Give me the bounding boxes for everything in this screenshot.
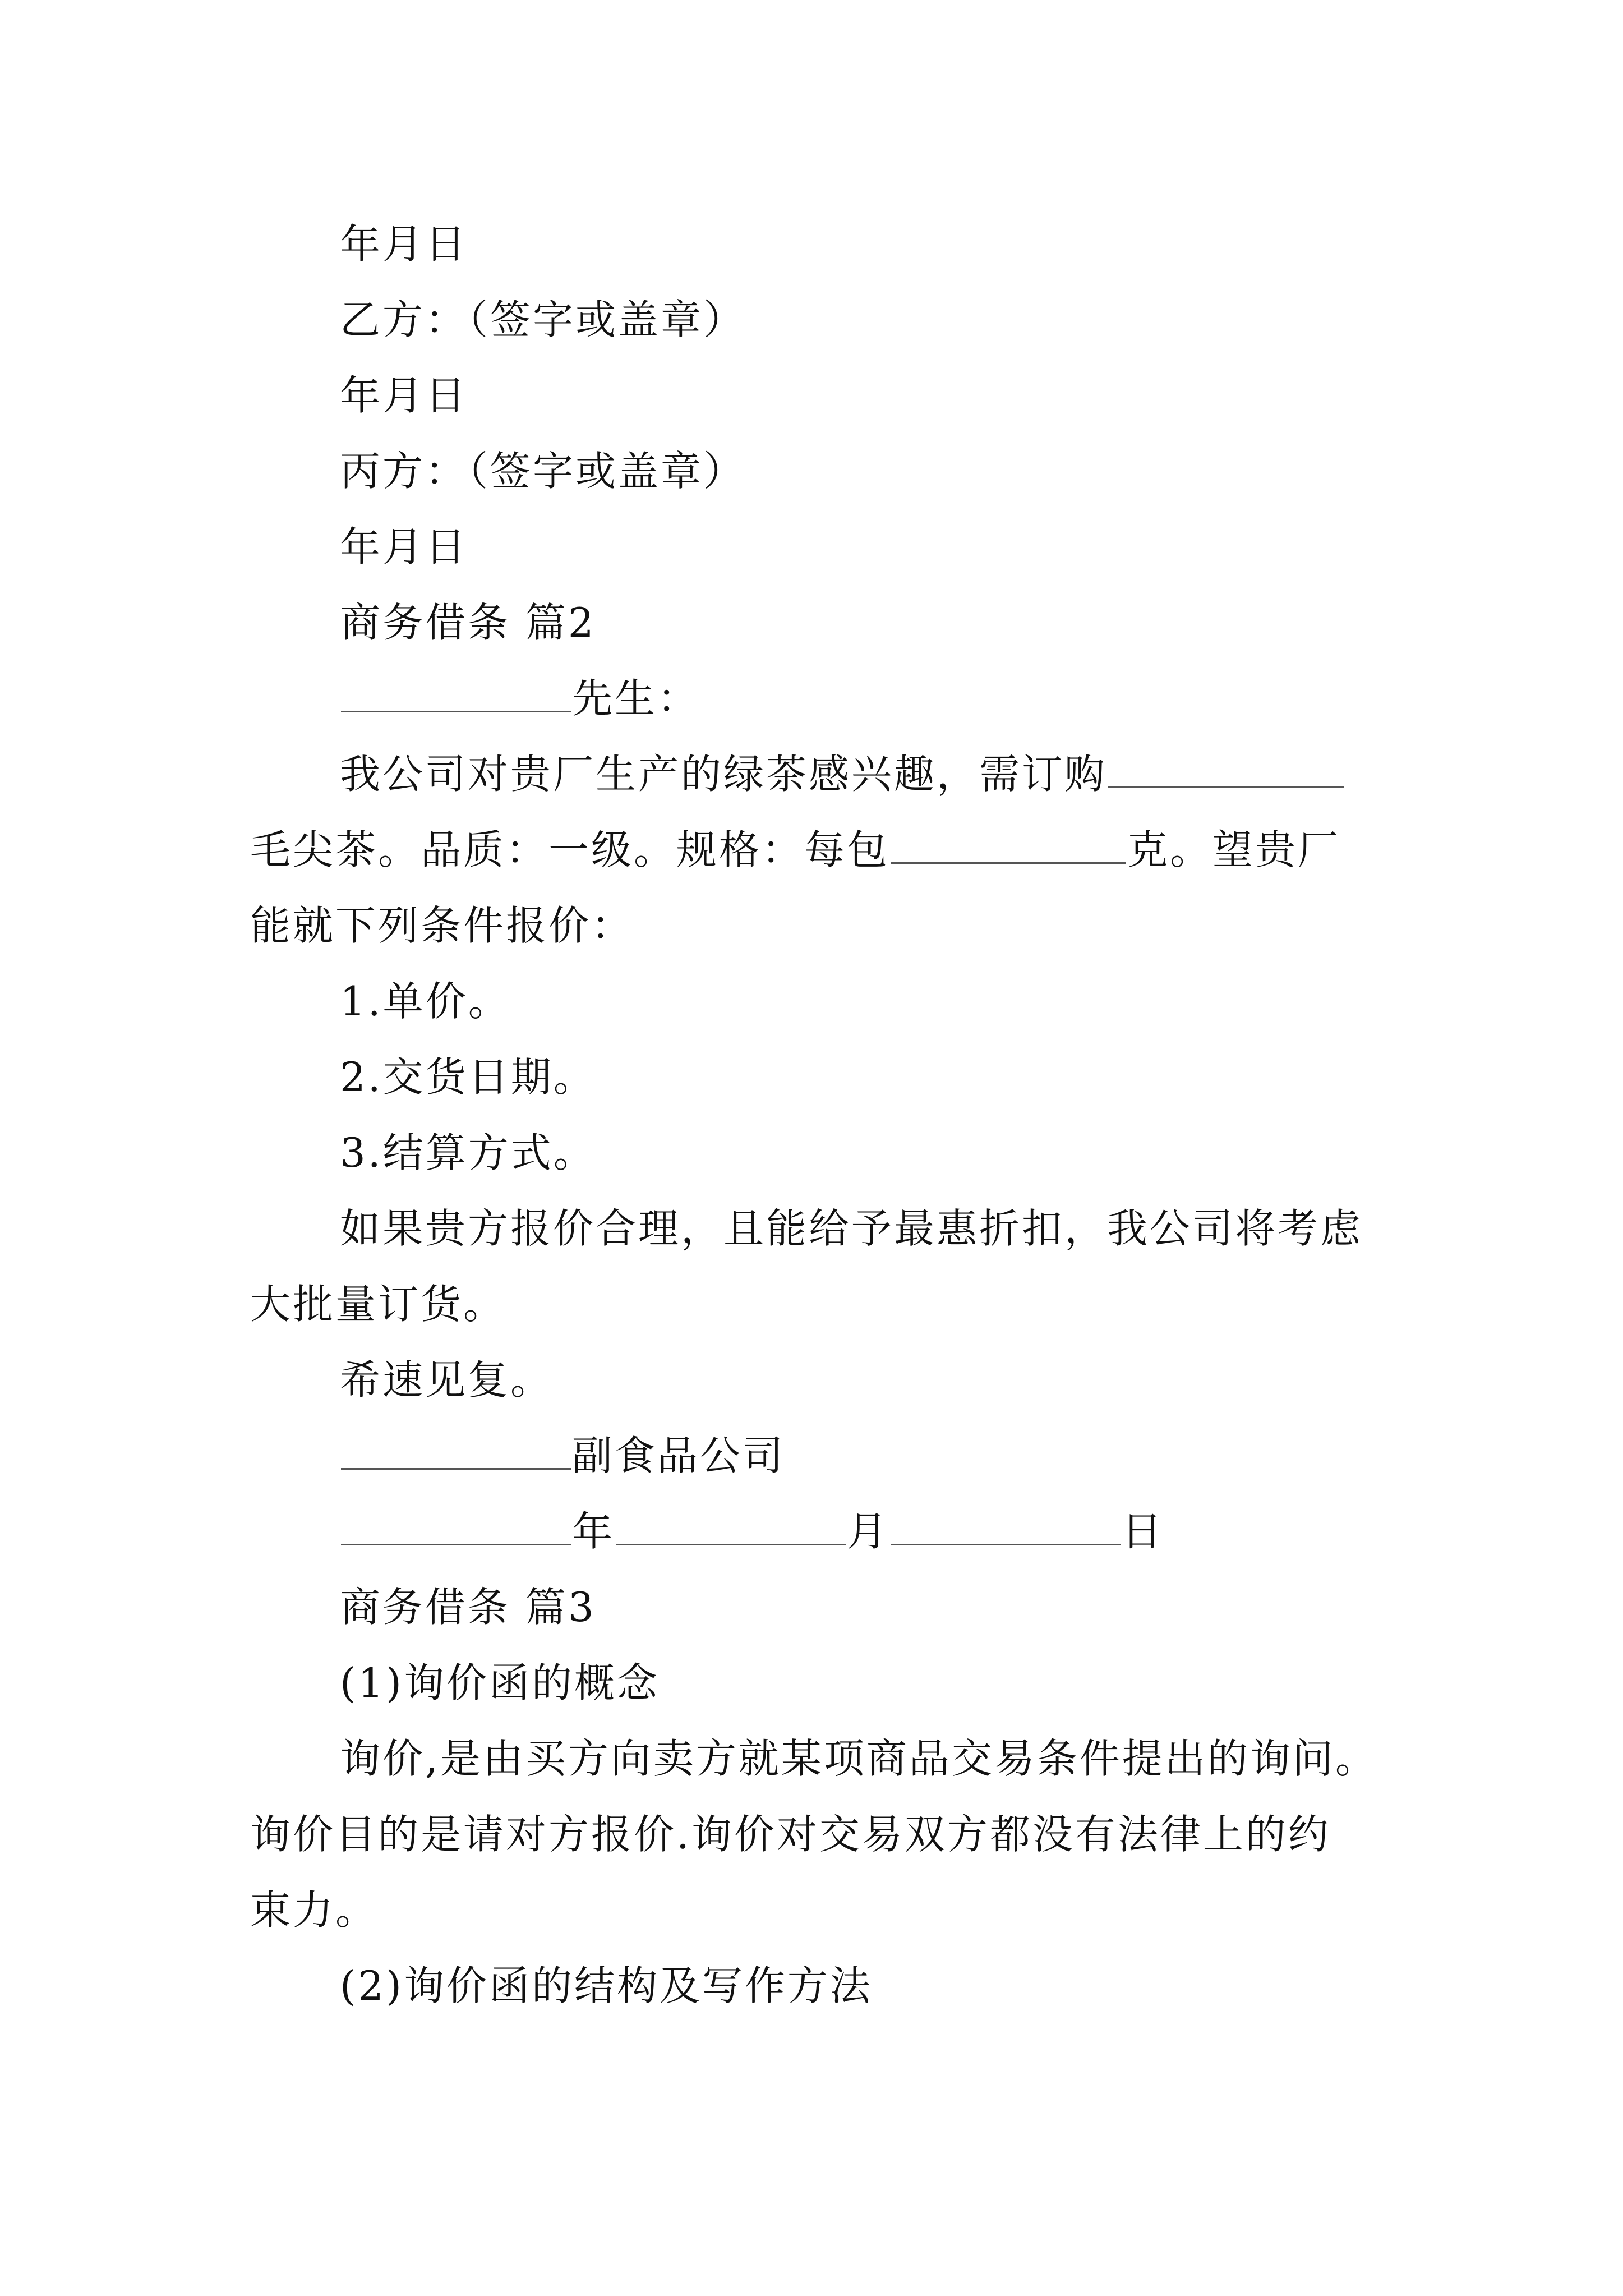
- list-item: 2.交货日期。: [340, 1053, 596, 1101]
- body-paragraph-line: [340, 746, 1345, 802]
- company-suffix: 副食品公司: [572, 1432, 786, 1479]
- body-paragraph-line: 能就下列条件报价：: [250, 902, 634, 949]
- list-item: 3.结算方式。: [340, 1129, 596, 1176]
- subheading: (1)询价函的概念: [340, 1659, 660, 1706]
- company-name-blank: [341, 1429, 571, 1470]
- body-paragraph-line: 束力。: [250, 1887, 379, 1934]
- list-item: 1.单价。: [340, 978, 511, 1025]
- spec-text: 毛尖茶。品质：一级。规格：每包: [250, 826, 890, 873]
- section-heading-2: 商务借条 篇2: [340, 599, 596, 646]
- weight-blank: [891, 823, 1126, 864]
- month-blank: [616, 1504, 846, 1545]
- date-line: 年月日: [340, 372, 468, 419]
- body-paragraph-line: 询价目的是请对方报价.询价对交易双方都没有法律上的约: [250, 1811, 1331, 1858]
- date-line: 年月日: [340, 220, 468, 268]
- section-heading-3: 商务借条 篇3: [340, 1584, 596, 1631]
- body-paragraph-line: 询价,是由买方向卖方就某项商品交易条件提出的询问。: [340, 1735, 1378, 1782]
- subheading: (2)询价函的结构及写作方法: [340, 1962, 873, 2009]
- year-label: 年: [572, 1508, 615, 1555]
- date-line: 年月日: [340, 523, 468, 570]
- month-label: 月: [847, 1508, 890, 1555]
- order-text: 我公司对贵厂生产的绿茶感兴趣，需订购: [340, 751, 1108, 798]
- date-blanks-line: [340, 1503, 1164, 1559]
- closing-line: 希速见复。: [340, 1356, 554, 1404]
- year-blank: [341, 1504, 571, 1545]
- party-c-signature-line: 丙方：（签字或盖章）: [340, 448, 746, 495]
- company-signature-line: [340, 1428, 785, 1484]
- body-paragraph-line: [250, 822, 1340, 878]
- day-label: 日: [1122, 1508, 1165, 1555]
- spec-text-end: 克。望贵厂: [1127, 826, 1341, 873]
- name-blank: [341, 671, 571, 712]
- party-b-signature-line: 乙方：（签字或盖章）: [340, 296, 746, 343]
- body-paragraph-line: 大批量订货。: [250, 1281, 506, 1328]
- salutation-line: [340, 670, 700, 726]
- salutation-text: 先生：: [572, 675, 700, 722]
- quantity-blank: [1108, 747, 1344, 788]
- body-paragraph-line: 如果贵方报价合理，且能给予最惠折扣，我公司将考虑: [340, 1205, 1363, 1252]
- day-blank: [891, 1504, 1121, 1545]
